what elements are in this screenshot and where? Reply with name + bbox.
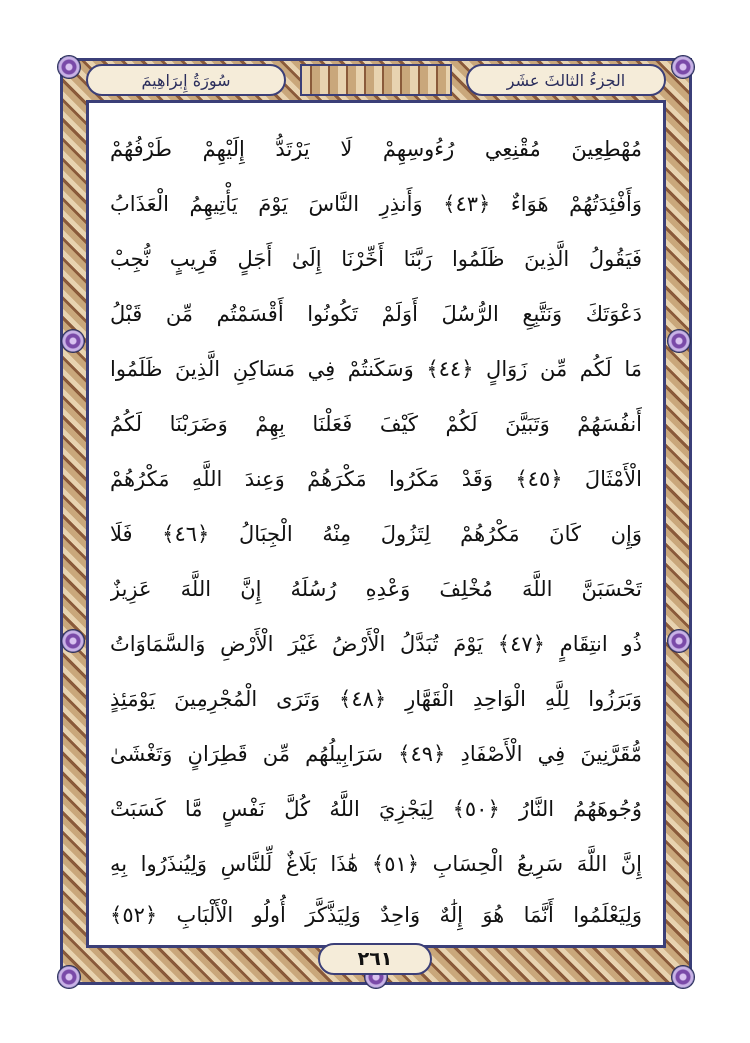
verse-line: أَنفُسَهُمْ وَتَبَيَّنَ لَكُمْ كَيْفَ فَعَلْنَا بِهِمْ وَضَرَبْنَا لَكُمُ xyxy=(110,412,642,436)
verse-line: إِنَّ اللَّهَ سَرِيعُ الْحِسَابِ ﴿٥١﴾ هَٰذَا بَلَاغٌ لِّلنَّاسِ وَلِيُنذَرُوا بِهِ xyxy=(110,852,642,876)
corner-rosette-icon xyxy=(58,966,80,988)
juz-title xyxy=(466,64,666,96)
corner-rosette-icon xyxy=(58,56,80,78)
side-rosette-icon xyxy=(62,630,84,652)
verse-line: مُهْطِعِينَ مُقْنِعِي رُءُوسِهِمْ لَا يَرْتَدُّ إِلَيْهِمْ طَرْفُهُمْ xyxy=(110,137,642,161)
surah-label: سُورَةُ إِبرَاهِيمَ xyxy=(141,70,231,90)
surah-title xyxy=(86,64,286,96)
verse-line: الْأَمْثَالَ ﴿٤٥﴾ وَقَدْ مَكَرُوا مَكْرَهُمْ وَعِندَ اللَّهِ مَكْرُهُمْ xyxy=(110,467,642,491)
side-rosette-icon xyxy=(668,330,690,352)
corner-rosette-icon xyxy=(672,966,694,988)
corner-rosette-icon xyxy=(672,56,694,78)
verse-line: فَيَقُولُ الَّذِينَ ظَلَمُوا رَبَّنَا أَخِّرْنَا إِلَىٰ أَجَلٍ قَرِيبٍ نُّجِبْ xyxy=(110,247,642,271)
side-rosette-icon xyxy=(668,630,690,652)
verse-line: وُجُوهَهُمُ النَّارُ ﴿٥٠﴾ لِيَجْزِيَ اللَّهُ كُلَّ نَفْسٍ مَّا كَسَبَتْ xyxy=(110,797,642,821)
verse-line: تَحْسَبَنَّ اللَّهَ مُخْلِفَ وَعْدِهِ رُسُلَهُ إِنَّ اللَّهَ عَزِيزٌ xyxy=(110,577,642,601)
verse-line: دَعْوَتَكَ وَنَتَّبِعِ الرُّسُلَ أَوَلَمْ تَكُونُوا أَقْسَمْتُم مِّن قَبْلُ xyxy=(110,302,642,326)
page-number xyxy=(318,943,432,975)
page-number-label: ٢٦١ xyxy=(357,948,393,970)
verse-line: وَلِيَعْلَمُوا أَنَّمَا هُوَ إِلَٰهٌ وَاحِدٌ وَلِيَذَّكَّرَ أُولُو الْأَلْبَابِ ﴿٥٢﴾ xyxy=(110,903,642,927)
side-rosette-icon xyxy=(62,330,84,352)
header-ornament-band xyxy=(300,64,452,96)
verse-line: وَإِن كَانَ مَكْرُهُمْ لِتَزُولَ مِنْهُ الْجِبَالُ ﴿٤٦﴾ فَلَا xyxy=(110,522,642,546)
juz-label: الجزءُ الثالثَ عشَر xyxy=(506,70,626,90)
verse-line: وَأَفْئِدَتُهُمْ هَوَاءٌ ﴿٤٣﴾ وَأَنذِرِ النَّاسَ يَوْمَ يَأْتِيهِمُ الْعَذَابُ xyxy=(110,192,642,216)
verse-line: مُّقَرَّنِينَ فِي الْأَصْفَادِ ﴿٤٩﴾ سَرَابِيلُهُم مِّن قَطِرَانٍ وَتَغْشَىٰ xyxy=(110,742,642,766)
verse-line: ذُو انتِقَامٍ ﴿٤٧﴾ يَوْمَ تُبَدَّلُ الْأَرْضُ غَيْرَ الْأَرْضِ وَالسَّمَاوَاتُ xyxy=(110,632,642,656)
verse-line: وَبَرَزُوا لِلَّهِ الْوَاحِدِ الْقَهَّارِ ﴿٤٨﴾ وَتَرَى الْمُجْرِمِينَ يَوْمَئِذٍ xyxy=(110,687,642,711)
verse-line: مَا لَكُم مِّن زَوَالٍ ﴿٤٤﴾ وَسَكَنتُمْ فِي مَسَاكِنِ الَّذِينَ ظَلَمُوا xyxy=(110,357,642,381)
